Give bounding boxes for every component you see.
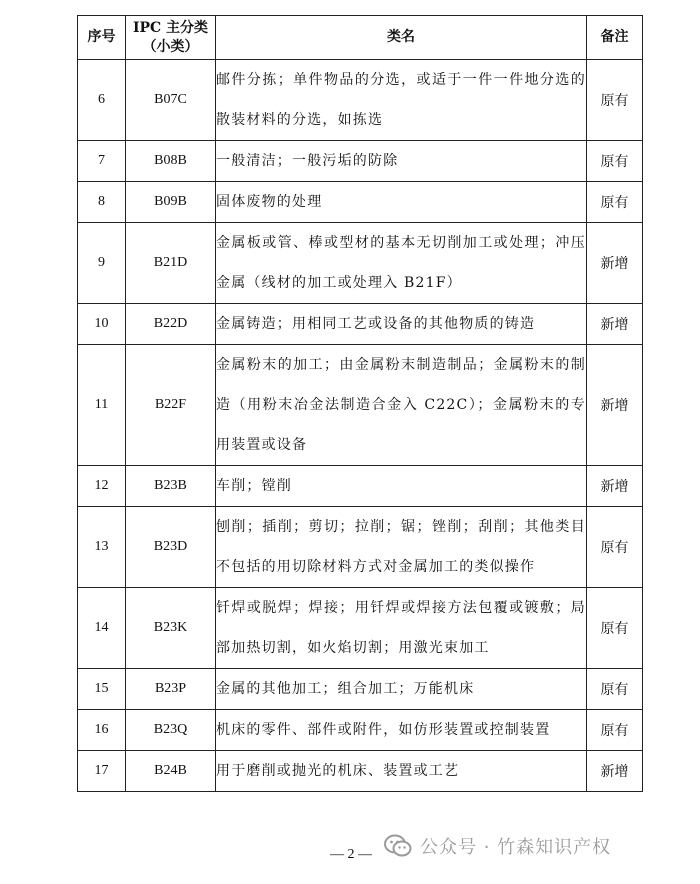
row-note: 新增 — [587, 751, 643, 792]
header-name: 类名 — [216, 16, 587, 60]
row-seq: 8 — [78, 182, 126, 223]
row-seq: 12 — [78, 466, 126, 507]
table-row — [78, 588, 643, 669]
row-note: 原有 — [587, 669, 643, 710]
row-note: 原有 — [587, 182, 643, 223]
row-class-name: 机床的零件、部件或附件，如仿形装置或控制装置 — [216, 710, 587, 751]
row-class-name: 金属粉末的加工；由金属粉末制造制品；金属粉末的制造（用粉末冶金法制造合金入 C22C）；金属粉末的专用装置或设备 — [216, 345, 587, 466]
header-seq: 序号 — [78, 16, 126, 60]
page-number: — 2 — — [330, 847, 372, 862]
row-class-name: 金属板或管、棒或型材的基本无切削加工或处理；冲压金属（线材的加工或处理入 B21F） — [216, 223, 587, 304]
row-ipc-code: B07C — [126, 60, 216, 141]
table-row — [78, 710, 643, 751]
row-seq: 14 — [78, 588, 126, 669]
table-row — [78, 60, 643, 141]
row-seq: 11 — [78, 345, 126, 466]
row-ipc-code: B23P — [126, 669, 216, 710]
row-class-name: 车削；镗削 — [216, 466, 587, 507]
row-ipc-code: B22F — [126, 345, 216, 466]
row-ipc-code: B23D — [126, 507, 216, 588]
table-row — [78, 507, 643, 588]
row-note: 原有 — [587, 710, 643, 751]
row-seq: 17 — [78, 751, 126, 792]
row-note: 原有 — [587, 141, 643, 182]
row-class-name: 固体废物的处理 — [216, 182, 587, 223]
header-ipc-line1: IPC 主分类 — [132, 19, 209, 36]
row-seq: 6 — [78, 60, 126, 141]
row-class-name: 刨削；插削；剪切；拉削；锯；锉削；刮削；其他类目不包括的用切除材料方式对金属加工的类似操作 — [216, 507, 587, 588]
table-row — [78, 141, 643, 182]
row-class-name: 钎焊或脱焊；焊接；用钎焊或焊接方法包覆或镀敷；局部加热切割，如火焰切割；用激光束加工 — [216, 588, 587, 669]
header-ipc — [126, 16, 216, 60]
row-note: 新增 — [587, 345, 643, 466]
table-header-row — [78, 16, 643, 60]
row-class-name: 一般清洁；一般污垢的防除 — [216, 141, 587, 182]
table-row — [78, 304, 643, 345]
row-seq: 13 — [78, 507, 126, 588]
row-class-name: 金属的其他加工；组合加工；万能机床 — [216, 669, 587, 710]
table-row — [78, 751, 643, 792]
row-class-name: 邮件分拣；单件物品的分选，或适于一件一件地分选的散装材料的分选，如拣选 — [216, 60, 587, 141]
row-ipc-code: B24B — [126, 751, 216, 792]
row-ipc-code: B09B — [126, 182, 216, 223]
row-note: 原有 — [587, 60, 643, 141]
row-seq: 7 — [78, 141, 126, 182]
header-ipc-line2: （小类） — [142, 38, 199, 55]
wechat-icon — [384, 834, 412, 858]
row-ipc-code: B08B — [126, 141, 216, 182]
table-row — [78, 466, 643, 507]
header-note: 备注 — [587, 16, 643, 60]
row-seq: 15 — [78, 669, 126, 710]
row-seq: 10 — [78, 304, 126, 345]
row-note: 原有 — [587, 507, 643, 588]
row-note: 新增 — [587, 466, 643, 507]
row-note: 原有 — [587, 588, 643, 669]
table-row — [78, 669, 643, 710]
watermark — [384, 833, 611, 859]
row-ipc-code: B21D — [126, 223, 216, 304]
table-row — [78, 223, 643, 304]
row-ipc-code: B23Q — [126, 710, 216, 751]
ipc-classification-table — [77, 15, 643, 792]
row-note: 新增 — [587, 223, 643, 304]
table-row — [78, 345, 643, 466]
watermark-text: 公众号 · 竹森知识产权 — [420, 837, 612, 858]
row-ipc-code: B23B — [126, 466, 216, 507]
row-seq: 16 — [78, 710, 126, 751]
row-ipc-code: B23K — [126, 588, 216, 669]
row-note: 新增 — [587, 304, 643, 345]
row-class-name: 用于磨削或抛光的机床、装置或工艺 — [216, 751, 587, 792]
row-ipc-code: B22D — [126, 304, 216, 345]
row-seq: 9 — [78, 223, 126, 304]
table-row — [78, 182, 643, 223]
row-class-name: 金属铸造；用相同工艺或设备的其他物质的铸造 — [216, 304, 587, 345]
